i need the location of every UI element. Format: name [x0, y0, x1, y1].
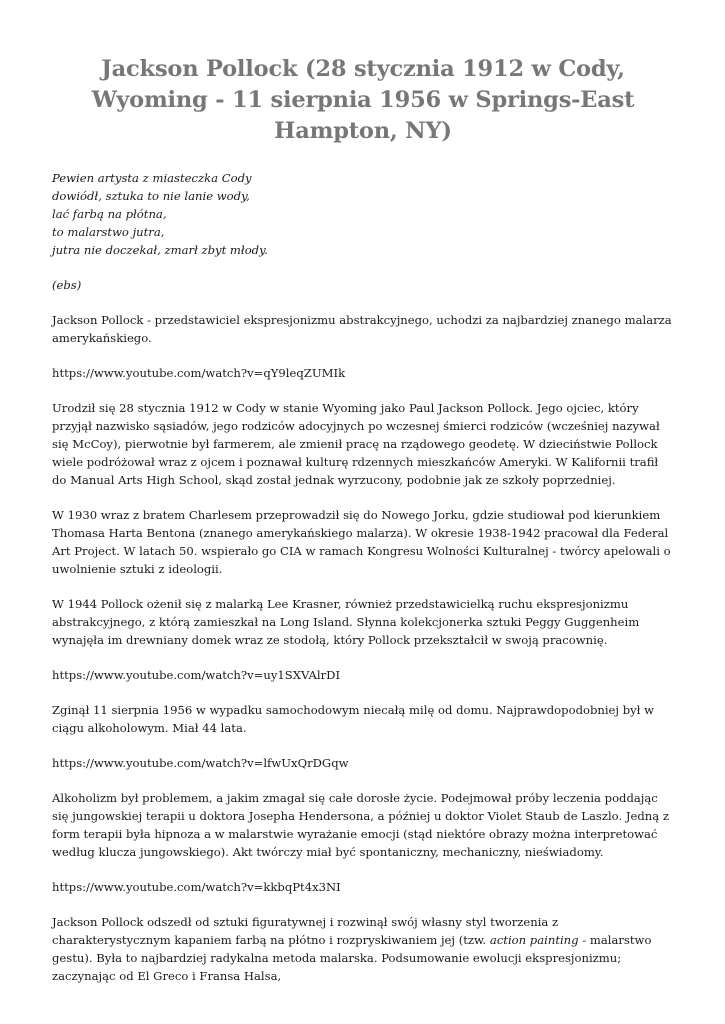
biography-paragraph-1: Urodził się 28 stycznia 1912 w Cody w stanie Wyoming jako Paul Jackson Pollock. Jego ojciec, który przyjął nazwisko sąsiadów, jego rodziców adocyjnych po wczesnej śmierci rodziców (wcześniej nazywał się McCoy), pierwotnie był farmerem, ale zmienił pracę na rządowego geodetę. W dzieciństwie Pollock wiele podróżował wraz z ojcem i poznawał kulturę rdzennych mieszkańców Ameryki. W Kalifornii trafił do Manual Arts High School, skąd został jednak wyrzucony, podobnie jak ze szkoły poprzedniej.: [52, 401, 660, 487]
youtube-link-4[interactable]: https://www.youtube.com/watch?v=kkbqPt4x3NI: [52, 880, 341, 894]
poem-line: to malarstwo jutra,: [52, 225, 165, 239]
poem-author: (ebs): [52, 278, 82, 292]
alcoholism-paragraph: Alkoholizm był problemem, a jakim zmagał się całe dorosłe życie. Podejmował próby leczenia poddając się jungowskiej terapii u doktora Josepha Hendersona, a później u doktor Violet Staub de Laszlo. Jedną z form terapii była hipnoza a w malarstwie wyrażanie emocji (stąd niektóre obrazy można interpretować według klucza jungowskiego). Akt twórczy miał być spontaniczny, mechaniczny, nieświadomy.: [52, 791, 669, 859]
biography-paragraph-2: W 1930 wraz z bratem Charlesem przeprowadził się do Nowego Jorku, gdzie studiował pod kierunkiem Thomasa Harta Bentona (znanego amerykańskiego malarza). W okresie 1938-1942 pracował dla Federal Art Project. W latach 50. wspierało go CIA w ramach Kongresu Wolności Kulturalnej - twórcy apelowali o uwolnienie sztuki z ideologii.: [52, 508, 671, 576]
poem-line: lać farbą na płótna,: [52, 207, 167, 221]
poem: [52, 169, 674, 294]
intro-paragraph: Jackson Pollock - przedstawiciel ekspresjonizmu abstrakcyjnego, uchodzi za najbardziej znanego malarza amerykańskiego.: [52, 313, 672, 345]
poem-line: dowiódł, sztuka to nie lanie wody,: [52, 189, 250, 203]
style-text-after: - malarstwo gestu). Była to najbardziej radykalna metoda malarska. Podsumowanie ewolucji ekspresjonizmu; zaczynając od El Greco i Fransa Halsa,: [52, 933, 652, 983]
document-page: [52, 54, 674, 985]
poem-line: jutra nie doczekał, zmarł zbyt młody.: [52, 243, 268, 257]
style-text-before: Jackson Pollock odszedł od sztuki figuratywnej i rozwinął swój własny styl tworzenia z charakterystycznym kapaniem farbą na płótno i rozpryskiwaniem jej (tzw.: [52, 915, 559, 947]
youtube-link-2[interactable]: https://www.youtube.com/watch?v=uy1SXVAlrDI: [52, 668, 341, 682]
page-title: Jackson Pollock (28 stycznia 1912 w Cody, Wyoming - 11 sierpnia 1956 w Springs-East Hampton, NY): [91, 56, 635, 144]
poem-line: Pewien artysta z miasteczka Cody: [52, 171, 252, 185]
youtube-link-1[interactable]: https://www.youtube.com/watch?v=qY9leqZUMIk: [52, 366, 346, 380]
style-paragraph: [52, 913, 674, 985]
style-term: action painting: [489, 933, 579, 947]
biography-paragraph-3: W 1944 Pollock ożenił się z malarką Lee Krasner, również przedstawicielką ruchu ekspresjonizmu abstrakcyjnego, z którą zamieszkał na Long Island. Słynna kolekcjonerka sztuki Peggy Guggenheim wynajęła im drewniany domek wraz ze stodołą, który Pollock przekształcił w swoją pracownię.: [52, 597, 640, 647]
youtube-link-3[interactable]: https://www.youtube.com/watch?v=lfwUxQrDGqw: [52, 756, 349, 770]
death-paragraph: Zginął 11 sierpnia 1956 w wypadku samochodowym niecałą milę od domu. Najprawdopodobniej był w ciągu alkoholowym. Miał 44 lata.: [52, 703, 655, 735]
